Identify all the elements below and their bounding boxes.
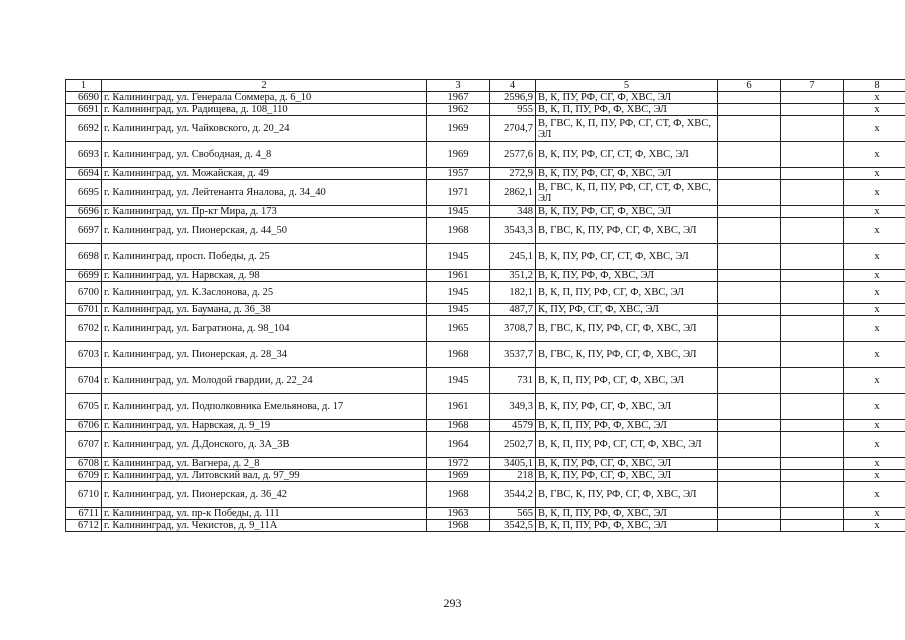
col8-cell: x (844, 420, 905, 432)
col6-cell (718, 394, 781, 420)
col6-cell (718, 270, 781, 282)
area-cell: 182,1 (490, 282, 536, 304)
row-number: 6711 (66, 508, 102, 520)
table-row (66, 482, 905, 508)
address-cell: г. Калининград, ул. К.Заслонова, д. 25 (102, 282, 427, 304)
utilities-cell: В, К, П, ПУ, РФ, Ф, ХВС, ЭЛ (536, 420, 718, 432)
document-sheet (65, 79, 880, 532)
table-row (66, 282, 905, 304)
utilities-cell: В, ГВС, К, П, ПУ, РФ, СГ, СТ, Ф, ХВС, ЭЛ (536, 180, 718, 206)
col6-cell (718, 508, 781, 520)
area-cell: 487,7 (490, 304, 536, 316)
area-cell: 348 (490, 206, 536, 218)
area-cell: 3708,7 (490, 316, 536, 342)
col8-cell: x (844, 244, 905, 270)
address-cell: г. Калининград, ул. Вагнера, д. 2_8 (102, 458, 427, 470)
row-number: 6712 (66, 520, 102, 532)
table-row (66, 168, 905, 180)
housing-table (65, 79, 905, 532)
col6-cell (718, 432, 781, 458)
address-cell: г. Калининград, ул. Пр-кт Мира, д. 173 (102, 206, 427, 218)
col7-cell (781, 142, 844, 168)
utilities-cell: В, К, П, ПУ, РФ, Ф, ХВС, ЭЛ (536, 520, 718, 532)
area-cell: 245,1 (490, 244, 536, 270)
year-cell: 1968 (427, 482, 490, 508)
area-cell: 3544,2 (490, 482, 536, 508)
col8-cell: x (844, 432, 905, 458)
address-cell: г. Калининград, ул. Литовский вал, д. 97_99 (102, 470, 427, 482)
table-row (66, 394, 905, 420)
year-cell: 1968 (427, 342, 490, 368)
row-number: 6701 (66, 304, 102, 316)
area-cell: 3405,1 (490, 458, 536, 470)
col6-cell (718, 342, 781, 368)
col6-cell (718, 218, 781, 244)
utilities-cell: В, К, ПУ, РФ, СГ, Ф, ХВС, ЭЛ (536, 458, 718, 470)
col7-cell (781, 282, 844, 304)
table-body (66, 92, 905, 532)
address-cell: г. Калининград, ул. Пионерская, д. 44_50 (102, 218, 427, 244)
utilities-cell: В, ГВС, К, ПУ, РФ, СГ, Ф, ХВС, ЭЛ (536, 342, 718, 368)
year-cell: 1965 (427, 316, 490, 342)
table-row (66, 316, 905, 342)
col6-cell (718, 304, 781, 316)
col7-cell (781, 104, 844, 116)
col8-cell: x (844, 142, 905, 168)
row-number: 6697 (66, 218, 102, 244)
row-number: 6698 (66, 244, 102, 270)
row-number: 6694 (66, 168, 102, 180)
header-cell-2: 2 (102, 80, 427, 92)
year-cell: 1964 (427, 432, 490, 458)
col8-cell: x (844, 394, 905, 420)
year-cell: 1963 (427, 508, 490, 520)
table-row (66, 508, 905, 520)
year-cell: 1945 (427, 282, 490, 304)
area-cell: 2596,9 (490, 92, 536, 104)
utilities-cell: К, ПУ, РФ, СГ, Ф, ХВС, ЭЛ (536, 304, 718, 316)
utilities-cell: В, К, П, ПУ, РФ, СГ, Ф, ХВС, ЭЛ (536, 282, 718, 304)
col8-cell: x (844, 368, 905, 394)
row-number: 6696 (66, 206, 102, 218)
col6-cell (718, 104, 781, 116)
area-cell: 2862,1 (490, 180, 536, 206)
row-number: 6705 (66, 394, 102, 420)
header-cell-1: 1 (66, 80, 102, 92)
address-cell: г. Калининград, ул. Лейтенанта Яналова, д. 34_40 (102, 180, 427, 206)
row-number: 6703 (66, 342, 102, 368)
col8-cell: x (844, 180, 905, 206)
address-cell: г. Калининград, ул. Багратиона, д. 98_104 (102, 316, 427, 342)
col8-cell: x (844, 92, 905, 104)
area-cell: 3537,7 (490, 342, 536, 368)
area-cell: 4579 (490, 420, 536, 432)
area-cell: 565 (490, 508, 536, 520)
col7-cell (781, 458, 844, 470)
col6-cell (718, 420, 781, 432)
utilities-cell: В, К, ПУ, РФ, СГ, Ф, ХВС, ЭЛ (536, 394, 718, 420)
year-cell: 1957 (427, 168, 490, 180)
col7-cell (781, 206, 844, 218)
col8-cell: x (844, 218, 905, 244)
col6-cell (718, 244, 781, 270)
address-cell: г. Калининград, ул. Можайская, д. 49 (102, 168, 427, 180)
year-cell: 1961 (427, 270, 490, 282)
col8-cell: x (844, 270, 905, 282)
table-row (66, 432, 905, 458)
area-cell: 218 (490, 470, 536, 482)
area-cell: 2704,7 (490, 116, 536, 142)
year-cell: 1969 (427, 116, 490, 142)
col8-cell: x (844, 304, 905, 316)
col7-cell (781, 92, 844, 104)
utilities-cell: В, К, П, ПУ, РФ, Ф, ХВС, ЭЛ (536, 508, 718, 520)
page-number: 293 (443, 596, 462, 610)
year-cell: 1969 (427, 470, 490, 482)
utilities-cell: В, К, П, ПУ, РФ, СГ, Ф, ХВС, ЭЛ (536, 368, 718, 394)
table-row (66, 104, 905, 116)
col8-cell: x (844, 116, 905, 142)
table-row (66, 270, 905, 282)
utilities-cell: В, ГВС, К, ПУ, РФ, СГ, Ф, ХВС, ЭЛ (536, 218, 718, 244)
col8-cell: x (844, 470, 905, 482)
row-number: 6695 (66, 180, 102, 206)
row-number: 6709 (66, 470, 102, 482)
area-cell: 3542,5 (490, 520, 536, 532)
year-cell: 1961 (427, 394, 490, 420)
area-cell: 349,3 (490, 394, 536, 420)
col6-cell (718, 180, 781, 206)
area-cell: 2577,6 (490, 142, 536, 168)
address-cell: г. Калининград, ул. Д.Донского, д. 3А_3В (102, 432, 427, 458)
year-cell: 1972 (427, 458, 490, 470)
col7-cell (781, 116, 844, 142)
address-cell: г. Калининград, ул. Чекистов, д. 9_11А (102, 520, 427, 532)
col7-cell (781, 470, 844, 482)
year-cell: 1968 (427, 218, 490, 244)
address-cell: г. Калининград, ул. Нарвская, д. 98 (102, 270, 427, 282)
row-number: 6691 (66, 104, 102, 116)
utilities-cell: В, ГВС, К, ПУ, РФ, СГ, Ф, ХВС, ЭЛ (536, 316, 718, 342)
col8-cell: x (844, 316, 905, 342)
area-cell: 351,2 (490, 270, 536, 282)
row-number: 6706 (66, 420, 102, 432)
address-cell: г. Калининград, ул. пр-к Победы, д. 111 (102, 508, 427, 520)
col8-cell: x (844, 282, 905, 304)
row-number: 6702 (66, 316, 102, 342)
utilities-cell: В, К, ПУ, РФ, СГ, СТ, Ф, ХВС, ЭЛ (536, 244, 718, 270)
col7-cell (781, 508, 844, 520)
table-row (66, 520, 905, 532)
table-row (66, 458, 905, 470)
utilities-cell: В, К, ПУ, РФ, СГ, Ф, ХВС, ЭЛ (536, 168, 718, 180)
year-cell: 1945 (427, 206, 490, 218)
col8-cell: x (844, 458, 905, 470)
col8-cell: x (844, 206, 905, 218)
row-number: 6704 (66, 368, 102, 394)
col6-cell (718, 92, 781, 104)
utilities-cell: В, К, П, ПУ, РФ, СГ, СТ, Ф, ХВС, ЭЛ (536, 432, 718, 458)
row-number: 6690 (66, 92, 102, 104)
year-cell: 1945 (427, 244, 490, 270)
col6-cell (718, 470, 781, 482)
col7-cell (781, 270, 844, 282)
col7-cell (781, 420, 844, 432)
col7-cell (781, 520, 844, 532)
col6-cell (718, 520, 781, 532)
area-cell: 3543,3 (490, 218, 536, 244)
utilities-cell: В, К, ПУ, РФ, СГ, Ф, ХВС, ЭЛ (536, 470, 718, 482)
col7-cell (781, 218, 844, 244)
year-cell: 1962 (427, 104, 490, 116)
col8-cell: x (844, 482, 905, 508)
table-row (66, 142, 905, 168)
year-cell: 1968 (427, 420, 490, 432)
row-number: 6693 (66, 142, 102, 168)
col7-cell (781, 168, 844, 180)
col7-cell (781, 394, 844, 420)
area-cell: 2502,7 (490, 432, 536, 458)
col6-cell (718, 316, 781, 342)
area-cell: 955 (490, 104, 536, 116)
col7-cell (781, 432, 844, 458)
year-cell: 1968 (427, 520, 490, 532)
col7-cell (781, 180, 844, 206)
utilities-cell: В, ГВС, К, ПУ, РФ, СГ, Ф, ХВС, ЭЛ (536, 482, 718, 508)
year-cell: 1967 (427, 92, 490, 104)
header-cell-8: 8 (844, 80, 905, 92)
col6-cell (718, 458, 781, 470)
col7-cell (781, 304, 844, 316)
table-row (66, 218, 905, 244)
address-cell: г. Калининград, ул. Свободная, д. 4_8 (102, 142, 427, 168)
table-row (66, 420, 905, 432)
col6-cell (718, 282, 781, 304)
row-number: 6707 (66, 432, 102, 458)
year-cell: 1945 (427, 368, 490, 394)
year-cell: 1971 (427, 180, 490, 206)
table-row (66, 92, 905, 104)
header-row (66, 80, 905, 92)
header-cell-4: 4 (490, 80, 536, 92)
col6-cell (718, 142, 781, 168)
utilities-cell: В, К, ПУ, РФ, СГ, СТ, Ф, ХВС, ЭЛ (536, 142, 718, 168)
table-row (66, 244, 905, 270)
row-number: 6708 (66, 458, 102, 470)
header-cell-7: 7 (781, 80, 844, 92)
table-row (66, 206, 905, 218)
address-cell: г. Калининград, ул. Молодой гвардии, д. 22_24 (102, 368, 427, 394)
area-cell: 731 (490, 368, 536, 394)
header-cell-3: 3 (427, 80, 490, 92)
address-cell: г. Калининград, просп. Победы, д. 25 (102, 244, 427, 270)
table-row (66, 304, 905, 316)
col8-cell: x (844, 104, 905, 116)
row-number: 6699 (66, 270, 102, 282)
col6-cell (718, 206, 781, 218)
address-cell: г. Калининград, ул. Нарвская, д. 9_19 (102, 420, 427, 432)
table-row (66, 470, 905, 482)
col7-cell (781, 342, 844, 368)
year-cell: 1945 (427, 304, 490, 316)
header-cell-6: 6 (718, 80, 781, 92)
row-number: 6700 (66, 282, 102, 304)
col8-cell: x (844, 168, 905, 180)
address-cell: г. Калининград, ул. Чайковского, д. 20_24 (102, 116, 427, 142)
year-cell: 1969 (427, 142, 490, 168)
address-cell: г. Калининград, ул. Генерала Соммера, д. 6_10 (102, 92, 427, 104)
header-cell-5: 5 (536, 80, 718, 92)
address-cell: г. Калининград, ул. Подполковника Емельянова, д. 17 (102, 394, 427, 420)
row-number: 6692 (66, 116, 102, 142)
address-cell: г. Калининград, ул. Пионерская, д. 36_42 (102, 482, 427, 508)
area-cell: 272,9 (490, 168, 536, 180)
table-row (66, 116, 905, 142)
address-cell: г. Калининград, ул. Пионерская, д. 28_34 (102, 342, 427, 368)
col6-cell (718, 116, 781, 142)
utilities-cell: В, К, П, ПУ, РФ, Ф, ХВС, ЭЛ (536, 104, 718, 116)
address-cell: г. Калининград, ул. Радищева, д. 108_110 (102, 104, 427, 116)
col6-cell (718, 168, 781, 180)
col7-cell (781, 482, 844, 508)
table-row (66, 342, 905, 368)
utilities-cell: В, К, ПУ, РФ, Ф, ХВС, ЭЛ (536, 270, 718, 282)
utilities-cell: В, К, ПУ, РФ, СГ, Ф, ХВС, ЭЛ (536, 206, 718, 218)
col6-cell (718, 368, 781, 394)
utilities-cell: В, К, ПУ, РФ, СГ, Ф, ХВС, ЭЛ (536, 92, 718, 104)
address-cell: г. Калининград, ул. Баумана, д. 36_38 (102, 304, 427, 316)
col7-cell (781, 368, 844, 394)
col8-cell: x (844, 342, 905, 368)
table-row (66, 180, 905, 206)
col8-cell: x (844, 508, 905, 520)
col6-cell (718, 482, 781, 508)
table-row (66, 368, 905, 394)
utilities-cell: В, ГВС, К, П, ПУ, РФ, СГ, СТ, Ф, ХВС, ЭЛ (536, 116, 718, 142)
col7-cell (781, 316, 844, 342)
row-number: 6710 (66, 482, 102, 508)
col7-cell (781, 244, 844, 270)
col8-cell: x (844, 520, 905, 532)
